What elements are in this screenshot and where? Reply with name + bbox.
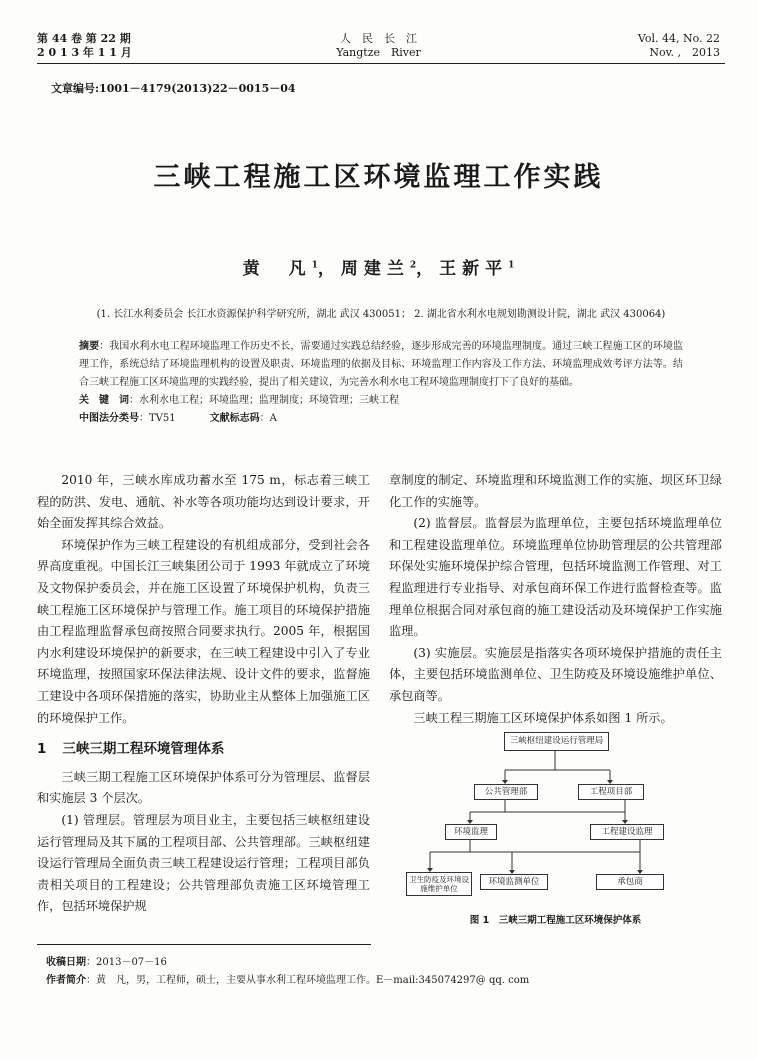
box-public-management: 公共管理部 <box>474 784 538 800</box>
author-1: 黄 凡$^1$ <box>242 259 318 279</box>
paragraph: (1) 管理层。管理层为项目业主，主要包括三峡枢纽建设运行管理局及其下属的工程项目部、公共管理部。三峡枢纽建设运行管理局全面负责三峡工程建设运行管理；工程项目部负责相关项目的工程建设；公共管理部负责施工区环境管理工作，包括环境保护规 <box>37 812 370 914</box>
paragraph: (3) 实施层。实施层是指落实各项环境保护措施的责任主体，主要包括环境监测单位、卫生防疫及环境设施维护单位、承包商等。 <box>389 645 722 703</box>
footnotes <box>46 954 726 990</box>
author-bio: 作者简介：黄 凡，男，工程师，硕士，主要从事水利工程环境监理工作。E－mail:345074297@ qq. com <box>46 975 530 986</box>
paragraph: 三峡工程三期施工区环境保护体系如图 1 所示。 <box>413 710 673 725</box>
received-date: 收稿日期：2013－07－16 <box>46 957 167 968</box>
keywords: 关 键 词：水利水电工程；环境监理；监理制度；环境管理；三峡工程 <box>79 395 399 406</box>
article-number: 文章编号:1001－4179(2013)22－0015－04 <box>51 82 296 95</box>
paragraph: 章制度的制定、环境监理和环境监测工作的实施、坝区环卫绿化工作的实施等。 <box>389 473 722 509</box>
journal-name-cn: 人 民 长 江 <box>340 32 417 45</box>
box-sanitation-maintenance: 卫生防疫及环境设施维护单位 <box>406 872 472 896</box>
paragraph: 三峡三期工程施工区环境保护体系可分为管理层、监督层和实施层 3 个层次。 <box>37 769 370 806</box>
figure-caption: 图 1 三峡三期工程施工区环境保护体系 <box>469 915 642 926</box>
box-environmental-supervision: 环境监理 <box>445 824 497 840</box>
journal-vol-en: Vol. 44, No. 22 <box>637 32 720 45</box>
box-engineering-project: 工程项目部 <box>578 784 644 800</box>
abstract: 摘要：我国水利水电工程环境监理工作历史不长，需要通过实践总结经验，逐步形成完善的环境监理制度。通过三峡工程施工区的环境监理工作，系统总结了环境监理机构的设置及职责、环境监理的依据及目标、环境监理工作内容及工作方法、环境监理成效考评方法等。结合三峡工程施工区环境监理的实践经验，提出了相关建议，为完善水利水电工程环境监理制度打下了良好的基础。 关 键 词：水利水电工程；环境监理；监理制度；环境管理；三峡工程 中图法分类号：TV51 文献标志码：A <box>79 338 683 428</box>
author-3: 王新平$^1$ <box>439 259 515 279</box>
paragraph: (2) 监督层。监督层为监理单位，主要包括环境监理单位和工程建设监理单位。环境监理单位协助管理层的公共管理部环保处实施环境保护综合管理，包括环境监测工作管理、对工程监理进行专业指导、对承包商环保工作进行监督检查等。监理单位根据合同对承包商的施工建设活动及环境保护工作实施监理。 <box>389 516 722 639</box>
journal-volume-issue: 第 44 卷 第 22 期 <box>37 32 131 45</box>
header-rule <box>37 63 725 64</box>
journal-name-en: Yangtze River <box>336 46 421 59</box>
paper-title: 三峡工程施工区环境监理工作实践 <box>153 162 604 193</box>
box-environmental-monitoring: 环境监测单位 <box>480 874 548 890</box>
author-list: 黄 凡$^1$，周建兰$^2$，王新平$^1$ <box>242 259 515 279</box>
footnote-rule <box>37 944 371 945</box>
right-column <box>389 470 722 729</box>
box-contractor: 承包商 <box>596 874 664 890</box>
box-engineering-supervision: 工程建设监理 <box>590 824 664 840</box>
affiliations: (1. 长江水利委员会 长江水资源保护科学研究所，湖北 武汉 430051； 2. 湖北省水利水电规划勘测设计院，湖北 武汉 430064) <box>96 309 666 320</box>
figure-1-diagram <box>400 730 720 895</box>
journal-date-en: Nov. , 2013 <box>649 46 720 59</box>
author-2: 周建兰$^2$ <box>340 259 417 279</box>
classification: 中图法分类号：TV51 文献标志码：A <box>79 413 277 424</box>
section-heading: 1 三峡三期工程环境管理体系 <box>37 741 225 758</box>
figure-connectors <box>400 730 720 895</box>
paragraph: 2010 年，三峡水库成功蓄水至 175 m，标志着三峡工程的防洪、发电、通航、补水等各项功能均达到设计要求，开始全面发挥其综合效益。 <box>37 473 370 531</box>
paragraph: 环境保护作为三峡工程建设的有机组成部分，受到社会各界高度重视。中国长江三峡集团公司于 1993 年就成立了环境及文物保护委员会，并在施工区设置了环境保护机构，负责三峡工程施工区环境保护与管理工作。施工项目的环境保护措施由工程监理监督承包商按照合同要求执行。2005 年，根据国内水利建设环境保护的新要求，在三峡工程建设中引入了专业环境监理，按照国家环保法律法规、设计文件的要求，监督施工建设中各项环保措施的落实，协助业主从整体上加强施工区的环境保护工作。 <box>37 537 370 725</box>
box-three-gorges-bureau: 三峡枢纽建设运行管理局 <box>504 732 609 751</box>
left-column <box>37 470 370 918</box>
journal-date: 2 0 1 3 年 1 1 月 <box>37 46 132 59</box>
